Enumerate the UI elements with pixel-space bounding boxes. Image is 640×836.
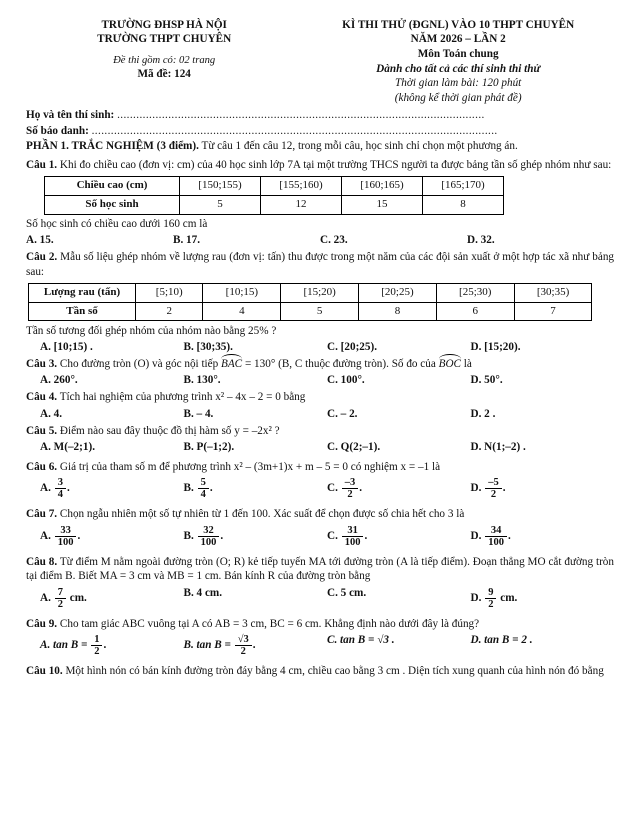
question-2-label: Câu 2. bbox=[26, 251, 58, 264]
table-row bbox=[45, 195, 504, 214]
q8-option-c[interactable]: C. 5 cm. bbox=[327, 586, 367, 599]
angle-bac bbox=[221, 357, 242, 372]
table-row bbox=[45, 177, 504, 196]
fraction-numerator: –3 bbox=[344, 477, 356, 489]
q2-option-a[interactable]: A. [10;15) . bbox=[40, 341, 93, 354]
fraction-denominator: 100 bbox=[55, 536, 77, 548]
candidate-id-dots: ............................................................................................................................... bbox=[91, 124, 498, 137]
q6-option-a-prefix: A. bbox=[40, 482, 51, 495]
fraction-numerator: 5 bbox=[200, 477, 206, 489]
question-2-options bbox=[26, 341, 614, 353]
q8-option-a-suffix: cm. bbox=[66, 591, 87, 604]
q8-option-a[interactable] bbox=[26, 587, 184, 610]
question-2-after-table: Tần số tương đối ghép nhóm của nhóm nào bằng 25% ? bbox=[26, 324, 277, 337]
header-right-block bbox=[302, 18, 614, 105]
question-2 bbox=[26, 250, 614, 280]
question-10 bbox=[26, 664, 614, 679]
part1-title: PHẦN 1. TRẮC NGHIỆM (3 điểm). bbox=[26, 140, 199, 153]
question-5-label: Câu 5. bbox=[26, 424, 58, 437]
fraction bbox=[342, 477, 359, 500]
question-2-text: Mẫu số liệu ghép nhóm về lượng rau (đơn vị: tấn) thu được trong một năm của các đội sản xuất ở một hợp tác xã như bảng sau: bbox=[26, 251, 615, 279]
question-4 bbox=[26, 390, 614, 405]
q4-option-c[interactable]: C. – 2. bbox=[327, 407, 358, 420]
exam-audience: Dành cho tất cả các thí sinh thi thử bbox=[376, 62, 541, 75]
candidate-id-label: Số báo danh: bbox=[26, 124, 89, 137]
part1-text: Từ câu 1 đến câu 12, trong mỗi câu, học sinh chỉ chọn một phương án. bbox=[198, 140, 518, 153]
candidate-id-field[interactable] bbox=[26, 125, 614, 137]
question-9 bbox=[26, 617, 614, 632]
question-6-options bbox=[26, 477, 614, 500]
fraction-denominator: 2 bbox=[485, 598, 496, 610]
angle-boc-label: BOC bbox=[438, 358, 461, 371]
question-6-label: Câu 6. bbox=[26, 461, 58, 473]
school-university: TRƯỜNG ĐHSP HÀ NỘI bbox=[101, 19, 227, 31]
q5-option-c[interactable]: C. Q(2;–1). bbox=[327, 441, 381, 453]
fraction bbox=[55, 477, 66, 500]
q5-option-a[interactable]: A. M(–2;1). bbox=[40, 441, 95, 453]
q7-option-b[interactable] bbox=[184, 525, 328, 548]
q9-option-b[interactable] bbox=[184, 634, 328, 657]
q3-option-d[interactable]: D. 50°. bbox=[470, 374, 503, 387]
q7-option-c[interactable] bbox=[327, 525, 471, 548]
table2-r2-c5: 6 bbox=[436, 302, 514, 321]
q9-option-b-prefix: B. tan B = bbox=[183, 639, 231, 652]
question-5-text: Điểm nào sau đây thuộc đồ thị hàm số y = –2x² ? bbox=[57, 424, 280, 437]
q7-option-a[interactable] bbox=[26, 525, 184, 548]
question-4-options bbox=[26, 408, 614, 420]
question-7-label: Câu 7. bbox=[26, 508, 58, 521]
q4-option-d[interactable]: D. 2 . bbox=[470, 407, 496, 420]
q9-option-d[interactable]: D. tan B = 2 . bbox=[470, 634, 533, 646]
q5-option-d[interactable]: D. N(1;–2) . bbox=[470, 441, 526, 453]
q7-option-d-suffix: . bbox=[507, 529, 511, 542]
fraction-denominator: 2 bbox=[91, 645, 102, 657]
table2-r2-c4: 8 bbox=[359, 302, 437, 321]
candidate-name-label: Họ và tên thí sinh: bbox=[26, 108, 115, 121]
question-1 bbox=[26, 158, 614, 173]
q6-option-b-prefix: B. bbox=[183, 482, 194, 495]
q7-option-a-suffix: . bbox=[77, 529, 81, 542]
q6-option-c-prefix: C. bbox=[327, 482, 338, 495]
q8-option-b[interactable]: B. 4 cm. bbox=[183, 586, 223, 599]
q9-option-a[interactable] bbox=[26, 634, 184, 657]
q9-option-c[interactable]: C. tan B = √3 . bbox=[327, 634, 395, 646]
fraction-numerator: √3 bbox=[237, 634, 249, 645]
fraction-numerator: 33 bbox=[60, 524, 71, 536]
question-3-options bbox=[26, 374, 614, 386]
q1-option-c[interactable]: C. 23. bbox=[320, 234, 348, 247]
angle-bac-label: BAC bbox=[221, 358, 243, 371]
q2-option-d[interactable]: D. [15;20). bbox=[470, 341, 521, 354]
fraction bbox=[485, 587, 496, 610]
table1-r1-c3: [160;165) bbox=[342, 177, 423, 196]
question-8-text: Từ điểm M nằm ngoài đường tròn (O; R) kẻ tiếp tuyến MA tới đường tròn (A là tiếp điểm). Đoạn thẳng MO cắt đường tròn tại điểm B. Biết MA = 3 cm và MB = 1 cm. Bán kính R của đường tròn bằng bbox=[26, 555, 614, 583]
fraction-denominator: 2 bbox=[485, 488, 502, 500]
fraction-denominator: 2 bbox=[235, 645, 252, 657]
q6-option-c[interactable] bbox=[327, 477, 471, 500]
table1-r2-c3: 15 bbox=[342, 195, 423, 214]
exam-subject: Môn Toán chung bbox=[417, 47, 499, 60]
fraction-numerator: –5 bbox=[488, 477, 499, 489]
question-3 bbox=[26, 357, 614, 372]
q9-option-a-suffix: . bbox=[103, 639, 107, 652]
question-1-label: Câu 1. bbox=[26, 159, 58, 172]
question-10-label: Câu 10. bbox=[26, 665, 63, 678]
q8-option-d-prefix: D. bbox=[470, 591, 482, 604]
q7-option-d-prefix: D. bbox=[470, 529, 482, 542]
q6-option-c-suffix: . bbox=[359, 482, 362, 495]
fraction-numerator: 31 bbox=[347, 524, 358, 536]
table1-r2-c2: 12 bbox=[261, 195, 342, 214]
table2-r1-c5: [25;30) bbox=[436, 283, 514, 302]
question-5-options bbox=[26, 441, 614, 453]
fraction bbox=[485, 477, 502, 500]
fraction-denominator: 100 bbox=[342, 536, 364, 548]
q1-option-d[interactable]: D. 32. bbox=[467, 234, 495, 247]
question-8-label: Câu 8. bbox=[26, 555, 58, 568]
table1-r1-c1: [150;155) bbox=[180, 177, 261, 196]
q6-option-d-suffix: . bbox=[502, 482, 506, 495]
table1-r1-c2: [155;160) bbox=[261, 177, 342, 196]
q6-option-a[interactable] bbox=[26, 477, 184, 500]
q7-option-c-prefix: C. bbox=[327, 529, 338, 542]
question-9-label: Câu 9. bbox=[26, 617, 58, 630]
fraction-numerator: 3 bbox=[57, 477, 63, 489]
table2-r1-c4: [20;25) bbox=[359, 283, 437, 302]
table2-r1-c3: [15;20) bbox=[281, 283, 359, 302]
fraction-denominator: 100 bbox=[198, 536, 220, 548]
q6-option-a-suffix: . bbox=[66, 482, 70, 495]
exam-duration: Thời gian làm bài: 120 phút bbox=[395, 77, 522, 90]
table2-r1-c6: [30;35) bbox=[514, 283, 592, 302]
q3-option-b[interactable]: B. 130°. bbox=[183, 374, 221, 387]
question-8-options bbox=[26, 587, 614, 610]
q6-option-b-suffix: . bbox=[209, 482, 213, 495]
table2-r1-c1: [5;10) bbox=[136, 283, 203, 302]
q3-option-a[interactable]: A. 260°. bbox=[40, 374, 78, 387]
q7-option-b-suffix: . bbox=[220, 529, 224, 542]
fraction-numerator: 9 bbox=[488, 586, 494, 598]
question-7-text: Chọn ngẫu nhiên một số tự nhiên từ 1 đến 100. Xác suất để chọn được số chia hết cho 3 là bbox=[57, 508, 465, 521]
fraction-denominator: 2 bbox=[55, 598, 66, 610]
fraction-denominator: 100 bbox=[485, 536, 507, 548]
q8-option-d[interactable] bbox=[471, 587, 615, 610]
table-row bbox=[29, 283, 592, 302]
fraction bbox=[235, 634, 252, 657]
table-vegetables bbox=[28, 283, 592, 322]
question-3-text-post: là bbox=[461, 358, 472, 371]
table2-r2-c6: 7 bbox=[514, 302, 592, 321]
question-10-text: Một hình nón có bán kính đường tròn đáy bằng 4 cm, chiều cao bằng 3 cm . Diện tích xung quanh của hình nón đó bằng bbox=[62, 665, 604, 678]
q8-option-d-suffix: cm. bbox=[497, 591, 518, 604]
page-count-note: Đề thi gồm có: 02 trang bbox=[113, 54, 216, 66]
fraction-numerator: 32 bbox=[203, 524, 214, 536]
question-6 bbox=[26, 460, 614, 475]
q6-option-b[interactable] bbox=[184, 477, 328, 500]
part1-heading bbox=[26, 139, 614, 154]
question-6-text: Giá trị của tham số m để phương trình x² – (3m+1)x + m – 5 = 0 có nghiệm x = –1 là bbox=[57, 461, 441, 473]
header-left-block bbox=[26, 18, 302, 82]
q5-option-b[interactable]: B. P(–1;2). bbox=[183, 441, 235, 453]
fraction-denominator: 4 bbox=[55, 488, 66, 500]
question-1-after-table: Số học sinh có chiều cao dưới 160 cm là bbox=[26, 218, 208, 231]
question-3-text-pre: Cho đường tròn (O) và góc nội tiếp bbox=[57, 358, 222, 371]
table2-r2-c2: 4 bbox=[203, 302, 281, 321]
fraction bbox=[198, 525, 220, 548]
table1-r2-c4: 8 bbox=[423, 195, 504, 214]
q6-option-d[interactable] bbox=[471, 477, 615, 500]
school-highschool: TRƯỜNG THPT CHUYÊN bbox=[97, 33, 232, 46]
question-7 bbox=[26, 507, 614, 522]
exam-code: Mã đề: 124 bbox=[137, 68, 191, 81]
q7-option-b-prefix: B. bbox=[183, 529, 194, 542]
angle-boc bbox=[439, 357, 461, 372]
table2-r1-c2: [10;15) bbox=[203, 283, 281, 302]
fraction-denominator: 4 bbox=[198, 488, 209, 500]
exam-title: KÌ THI THỬ (ĐGNL) VÀO 10 THPT CHUYÊN bbox=[342, 19, 575, 31]
table1-row1-label: Chiều cao (cm) bbox=[45, 177, 180, 196]
table2-r2-c3: 5 bbox=[281, 302, 359, 321]
fraction bbox=[91, 634, 102, 657]
fraction bbox=[55, 525, 77, 548]
q1-option-b[interactable]: B. 17. bbox=[173, 234, 201, 247]
candidate-name-field[interactable] bbox=[26, 109, 614, 121]
question-5 bbox=[26, 424, 614, 439]
q2-option-c[interactable]: C. [20;25). bbox=[327, 341, 378, 354]
question-3-label: Câu 3. bbox=[26, 358, 58, 371]
table-heights bbox=[44, 176, 504, 215]
fraction bbox=[198, 477, 209, 500]
q7-option-d[interactable] bbox=[471, 525, 615, 548]
fraction bbox=[342, 525, 364, 548]
table2-r2-c1: 2 bbox=[136, 302, 203, 321]
fraction bbox=[485, 525, 507, 548]
q2-option-b[interactable]: B. [30;35). bbox=[183, 341, 233, 354]
document-header bbox=[26, 18, 614, 105]
question-8 bbox=[26, 555, 614, 585]
fraction bbox=[55, 587, 66, 610]
q1-option-a[interactable]: A. 15. bbox=[26, 234, 54, 247]
q6-option-d-prefix: D. bbox=[470, 482, 482, 495]
q9-option-b-suffix: . bbox=[252, 639, 256, 652]
question-7-options bbox=[26, 525, 614, 548]
q7-option-a-prefix: A. bbox=[40, 529, 51, 542]
exam-year: NĂM 2026 – LẦN 2 bbox=[410, 33, 506, 46]
question-9-text: Cho tam giác ABC vuông tại A có AB = 3 cm, BC = 6 cm. Khẳng định nào dưới đây là đúng? bbox=[57, 617, 480, 630]
question-1-options bbox=[26, 234, 614, 246]
question-4-label: Câu 4. bbox=[26, 391, 58, 404]
q7-option-c-suffix: . bbox=[364, 529, 368, 542]
table2-row2-label: Tần số bbox=[29, 302, 136, 321]
fraction-numerator: 34 bbox=[490, 524, 502, 536]
table1-r2-c1: 5 bbox=[180, 195, 261, 214]
fraction-denominator: 2 bbox=[342, 488, 359, 500]
q9-option-a-prefix: A. tan B = bbox=[40, 639, 88, 652]
q8-option-a-prefix: A. bbox=[40, 591, 51, 604]
question-3-text-mid: = 130° (B, C thuộc đường tròn). Số đo của bbox=[242, 358, 439, 371]
table2-row1-label: Lượng rau (tấn) bbox=[29, 283, 136, 302]
fraction-numerator: 7 bbox=[57, 586, 63, 598]
question-9-options bbox=[26, 634, 614, 657]
q4-option-b[interactable]: B. – 4. bbox=[183, 407, 214, 420]
table1-r1-c4: [165;170) bbox=[423, 177, 504, 196]
arc-mark-icon bbox=[221, 354, 242, 359]
table1-row2-label: Số học sinh bbox=[45, 195, 180, 214]
table-row bbox=[29, 302, 592, 321]
question-4-text: Tích hai nghiệm của phương trình x² – 4x – 2 = 0 bằng bbox=[57, 391, 306, 404]
q4-option-a[interactable]: A. 4. bbox=[40, 407, 63, 420]
fraction-numerator: 1 bbox=[94, 634, 100, 645]
question-1-text: Khi đo chiều cao (đơn vị: cm) của 40 học sinh lớp 7A tại một trường THCS người ta được bảng tần số ghép nhóm như sau: bbox=[57, 159, 612, 172]
candidate-name-dots: ................................................................................................................... bbox=[117, 108, 485, 121]
exam-duration-note: (không kể thời gian phát đề) bbox=[394, 91, 522, 104]
q3-option-c[interactable]: C. 100°. bbox=[327, 374, 365, 387]
arc-mark-icon bbox=[439, 354, 461, 359]
